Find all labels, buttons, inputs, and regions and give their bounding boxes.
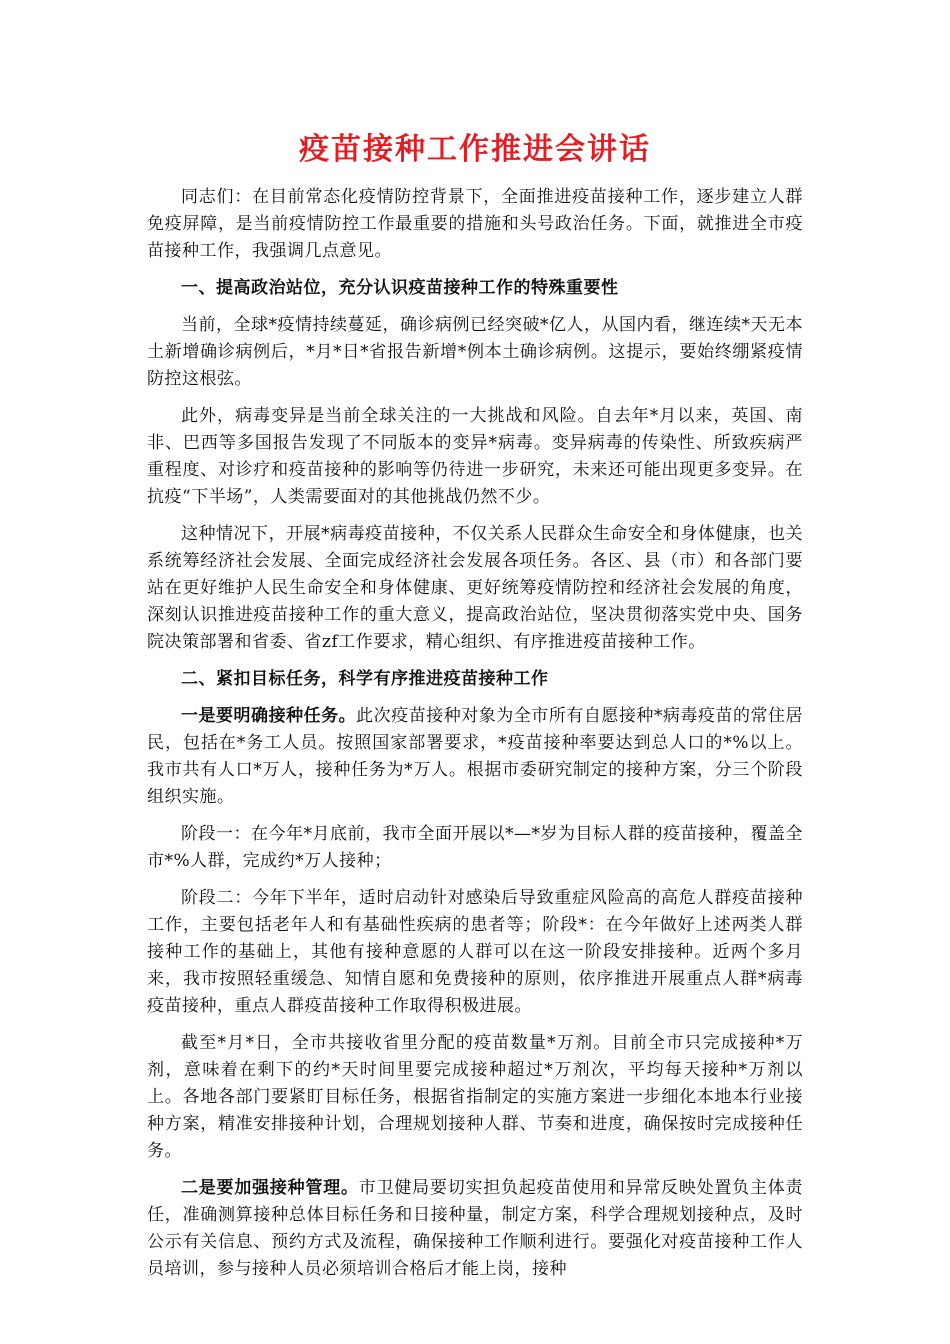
document-title: 疫苗接种工作推进会讲话 xyxy=(299,132,651,167)
section-2-paragraph-3: 阶段二：今年下半年，适时启动针对感染后导致重症风险高的高危人群疫苗接种工作，主要包括老年人和有基础性疾病的患者等；阶段*：在今年做好上述两类人群接种工作的基础上，其他有接种意愿的人群可以在这一阶段安排接种。近两个多月来，我市按照轻重缓急、知情自愿和免费接种的原则，依序推进开展重点人群*病毒疫苗接种，重点人群疫苗接种工作取得积极进展。 xyxy=(147,888,803,1016)
paragraph-body-2: 市卫健局要切实担负起疫苗使用和异常反映处置负主体责任，准确测算接种总体目标任务和日接种量，制定方案，科学合理规划接种点，及时公示有关信息、预约方式及流程，确保接种工作顺利进行。要强化对疫苗接种工作人员培训，参与接种人员必须培训合格后才能上岗，接种 xyxy=(147,1178,804,1279)
section-1-paragraph-1: 当前，全球*疫情持续蔓延，确诊病例已经突破*亿人，从国内看，继连续*天无本土新增确诊病例后，*月*日*省报告新增*例本土确诊病例。这提示，要始终绷紧疫情防控这根弦。 xyxy=(147,315,803,389)
intro-paragraph: 同志们：在目前常态化疫情防控背景下，全面推进疫苗接种工作，逐步建立人群免疫屏障，是当前疫情防控工作最重要的措施和头号政治任务。下面，就推进全市疫苗接种工作，我强调几点意见。 xyxy=(147,187,803,261)
paragraph-lead-1: 一是要明确接种任务。 xyxy=(181,706,357,726)
section-1-paragraph-2: 此外，病毒变异是当前全球关注的一大挑战和风险。自去年*月以来，英国、南非、巴西等多国报告发现了不同版本的变异*病毒。变异病毒的传染性、所致疾病严重程度、对诊疗和疫苗接种的影响等仍待进一步研究，未来还可能出现更多变异。在抗疫“下半场”，人类需要面对的其他挑战仍然不少。 xyxy=(147,406,803,507)
section-2-paragraph-5 xyxy=(147,1175,803,1283)
section-1-paragraph-3: 这种情况下，开展*病毒疫苗接种，不仅关系人民群众生命安全和身体健康，也关系统筹经济社会发展、全面完成经济社会发展各项任务。各区、县（市）和各部门要站在更好维护人民生命安全和身体健康、更好统筹疫情防控和经济社会发展的角度，深刻认识推进疫苗接种工作的重大意义，提高政治站位，坚决贯彻落实党中央、国务院决策部署和省委、省zf工作要求，精心组织、有序推进疫苗接种工作。 xyxy=(147,524,803,652)
section-2-paragraph-1 xyxy=(147,703,803,811)
section-2-paragraph-4: 截至*月*日，全市共接收省里分配的疫苗数量*万剂。目前全市只完成接种*万剂，意味着在剩下的约*天时间里要完成接种超过*万剂次，平均每天接种*万剂以上。各地各部门要紧盯目标任务，根据省指制定的实施方案进一步细化本地本行业接种方案，精准安排接种计划，合理规划接种人群、节奏和进度，确保按时完成接种任务。 xyxy=(147,1033,803,1161)
section-2-heading: 二、紧扣目标任务，科学有序推进疫苗接种工作 xyxy=(181,669,549,689)
paragraph-body-1: 此次疫苗接种对象为全市所有自愿接种*病毒疫苗的常住居民，包括在*务工人员。按照国家部署要求，*疫苗接种率要达到总人口的*%以上。我市共有人口*万人，接种任务为*万人。根据市委研究制定的接种方案，分三个阶段组织实施。 xyxy=(147,706,804,807)
paragraph-lead-2: 二是要加强接种管理。 xyxy=(181,1178,359,1198)
section-2-paragraph-2: 阶段一：在今年*月底前，我市全面开展以*—*岁为目标人群的疫苗接种，覆盖全市*%人群，完成约*万人接种； xyxy=(147,824,803,871)
section-1-heading: 一、提高政治站位，充分认识疫苗接种工作的特殊重要性 xyxy=(181,278,619,298)
